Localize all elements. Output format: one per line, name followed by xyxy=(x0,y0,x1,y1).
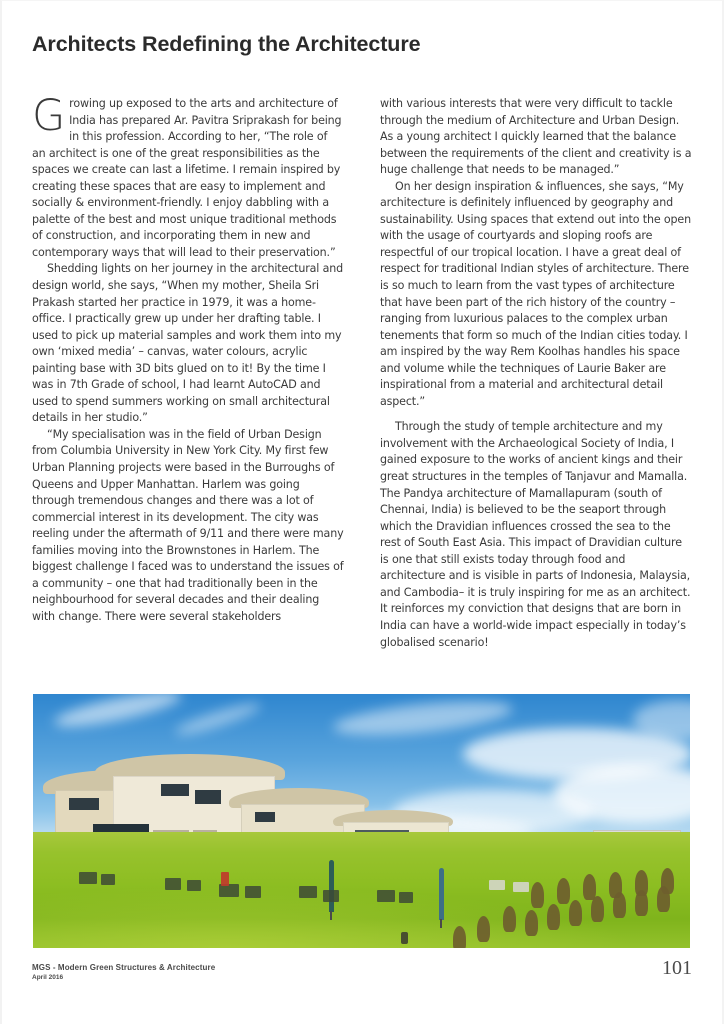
paragraph-right-3: Through the study of temple architecture and my involvement with the Archaeological Society of India, I gained exposure to the works of ancient kings and their great structures in the temples of Tanjavur and Mamalla. The Pandya architecture of Mamallapuram (south of Chennai, India) is believed to be the seaport through which the Dravidian influences crossed the sea to the rest of South East Asia. This impact of Dravidian culture is one that still exists today through food and architecture and is visible in parts of Indonesia, Malaysia, and Cambodia– it is truly inspiring for me as an architect. It reinforces my conviction that designs that are born in India can have a world-wide impact especially in today’s globalised scenario! xyxy=(380,420,691,649)
shrub xyxy=(547,904,560,930)
footer-publication-name: MGS - Modern Green Structures & Architecture xyxy=(32,963,216,972)
building-window xyxy=(69,798,99,810)
paragraph-right-2: On her design inspiration & influences, she says, “My architecture is definitely influenced by geography and sustainability. Using spaces that extend out into the open with the usage of courtyards and sloping roofs are respectful of our tropical location. I have a great deal of respect for traditional Indian styles of architecture. There is so much to learn from the vast types of architecture that have been part of the rich history of the country – ranging from luxurious palaces to the complex urban tenements that form so much of the Indian cities today. I am inspired by the way Rem Koolhas handles his space and volume while the techniques of Laurie Baker are inspirational from a material and architectural detail aspect.” xyxy=(380,179,691,408)
article-columns xyxy=(32,91,692,651)
patio-furniture xyxy=(513,882,529,892)
building-window xyxy=(195,790,221,804)
shrub xyxy=(477,916,490,942)
patio-umbrella xyxy=(329,860,334,912)
patio-umbrella xyxy=(439,868,444,920)
paragraph-left-1-text: rowing up exposed to the arts and architecture of India has prepared Ar. Pavitra Sriprakash for being in this profession. According to her, “The role of an architect is one of the great responsibilities as the spaces we create can last a lifetime. I remain inspired by creating these spaces that are easy to implement and socially & environment-friendly. I enjoy dabbling with a palette of the best and most unique traditional methods of construction, and incorporating them in new and contemporary ways that will lead to their preservation.” xyxy=(32,97,342,259)
shrub xyxy=(661,868,674,894)
photo-sky xyxy=(33,694,690,948)
drop-cap: G xyxy=(32,91,66,141)
footer-publication-info xyxy=(32,962,215,982)
paragraph-right-1: with various interests that were very difficult to tackle through the medium of Architecture and Urban Design. As a young architect I quickly learned that the balance between the requirements of the client and creativity is a huge challenge that needs to be managed.” xyxy=(380,97,692,177)
shrub xyxy=(635,870,648,896)
photo-red-marker xyxy=(221,872,229,886)
shrub xyxy=(503,906,516,932)
patio-furniture xyxy=(377,890,395,902)
shrub xyxy=(583,874,596,900)
building-window xyxy=(161,784,189,796)
shrub xyxy=(609,872,622,898)
patio-furniture xyxy=(101,874,115,885)
paragraph-left-2: Shedding lights on her journey in the architectural and design world, she says, “When my mother, Sheila Sri Prakash started her practice in 1979, it was a home-office. I practically grew up under her drafting table. I used to pick up material samples and work them into my own ‘mixed media’ – canvas, water colours, acrylic painting base with 3D bits glued on to it! By the time I was in 7th Grade of school, I had learnt AutoCAD and used to spend summers working on small architectural details in her studio.” xyxy=(32,262,344,425)
patio-furniture xyxy=(79,872,97,884)
shrub xyxy=(531,882,544,908)
shrub xyxy=(525,910,538,936)
patio-furniture xyxy=(245,886,261,898)
shrub xyxy=(591,896,604,922)
patio-furniture xyxy=(323,890,339,902)
cloud-shape xyxy=(332,695,514,742)
cloud-shape xyxy=(52,694,184,733)
patio-furniture xyxy=(399,892,413,903)
page-footer xyxy=(32,957,692,982)
footer-issue-date: April 2016 xyxy=(32,974,64,981)
shrub xyxy=(569,900,582,926)
page-title: Architects Redefining the Architecture xyxy=(32,32,421,57)
patio-furniture xyxy=(165,878,181,890)
patio-furniture xyxy=(299,886,317,898)
shrub xyxy=(453,926,466,948)
patio-furniture xyxy=(187,880,201,891)
paragraph-left-3: “My specialisation was in the field of Urban Design from Columbia University in New York City. My first few Urban Planning projects were based in the Burroughs of Queens and Upper Manhattan. Harlem was going through tremendous changes and there was a lot of commercial interest in its development. The city was reeling under the aftermath of 9/11 and there were many families moving into the Brownstones in Harlem. The biggest challenge I faced was to understand the issues of a community – one that had traditionally been in the neighbourhood for several decades and their dealing with change. There were several stakeholders xyxy=(32,427,344,623)
column-right xyxy=(380,96,692,651)
lawn-lamp xyxy=(401,932,408,944)
article-photo xyxy=(33,694,690,948)
page-number: 101 xyxy=(662,957,692,979)
building-window xyxy=(255,812,275,822)
cloud-shape xyxy=(173,698,263,739)
patio-furniture xyxy=(489,880,505,890)
column-left xyxy=(32,91,344,651)
shrub xyxy=(557,878,570,904)
paragraph-left-1 xyxy=(32,91,344,261)
